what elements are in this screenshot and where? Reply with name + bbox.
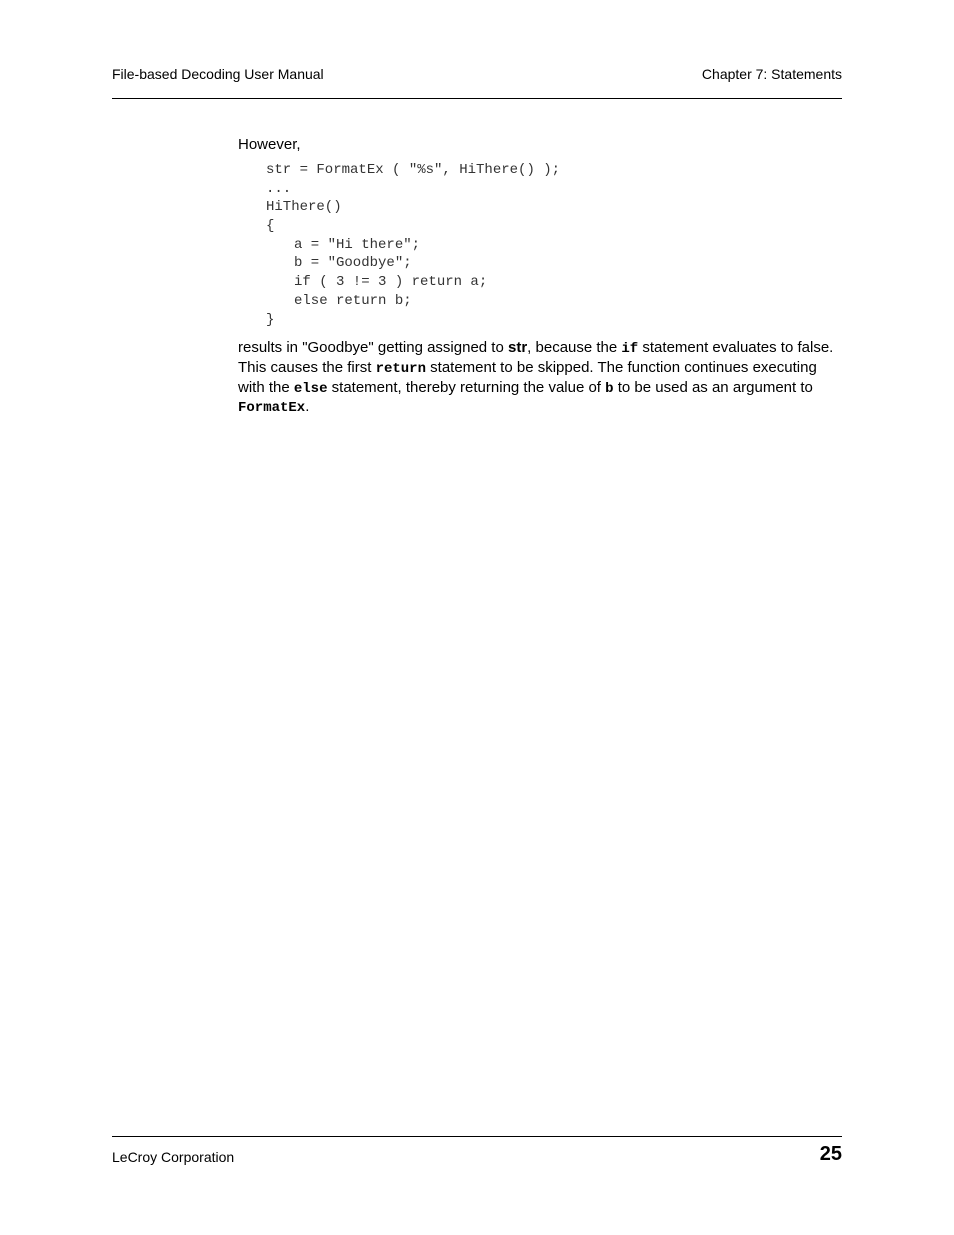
keyword-str: str <box>507 339 528 357</box>
code-line: } <box>266 311 275 328</box>
company-name: LeCroy Corporation <box>112 1149 235 1165</box>
code-block <box>266 161 838 329</box>
code-line: b = "Goodbye"; <box>294 255 412 272</box>
paragraph-text: to be used as an argument to <box>613 378 813 396</box>
manual-title: File-based Decoding User Manual <box>112 66 324 82</box>
page-content <box>238 136 838 418</box>
explanation-paragraph <box>238 339 838 418</box>
code-line: HiThere() <box>266 199 342 216</box>
page-number: 25 <box>819 1143 842 1165</box>
paragraph-text: statement, thereby returning the value of <box>327 378 606 396</box>
paragraph-text: , because the <box>527 339 622 357</box>
paragraph-text: results in "Goodbye" getting assigned to <box>238 339 508 357</box>
code-line: else return b; <box>294 292 412 309</box>
keyword-if: if <box>621 341 639 358</box>
paragraph-text: statement to be skipped. The function continues executing with the <box>238 358 817 396</box>
keyword-b: b <box>605 380 614 397</box>
code-line: a = "Hi there"; <box>294 236 421 253</box>
keyword-else: else <box>293 380 328 397</box>
code-line: str = FormatEx ( "%s", HiThere() ); <box>266 162 561 178</box>
code-line: { <box>266 218 275 235</box>
chapter-title: Chapter 7: Statements <box>701 66 842 82</box>
keyword-return: return <box>375 360 426 377</box>
paragraph-text: statement evaluates to false. This causes the first <box>238 339 834 376</box>
paragraph-text: . <box>305 398 310 416</box>
intro-text: However, <box>238 136 301 153</box>
page-footer <box>112 1136 842 1171</box>
keyword-formatex: FormatEx <box>238 400 306 417</box>
code-line: if ( 3 != 3 ) return a; <box>294 274 488 291</box>
page-header <box>112 58 842 99</box>
code-line: ... <box>266 180 292 197</box>
